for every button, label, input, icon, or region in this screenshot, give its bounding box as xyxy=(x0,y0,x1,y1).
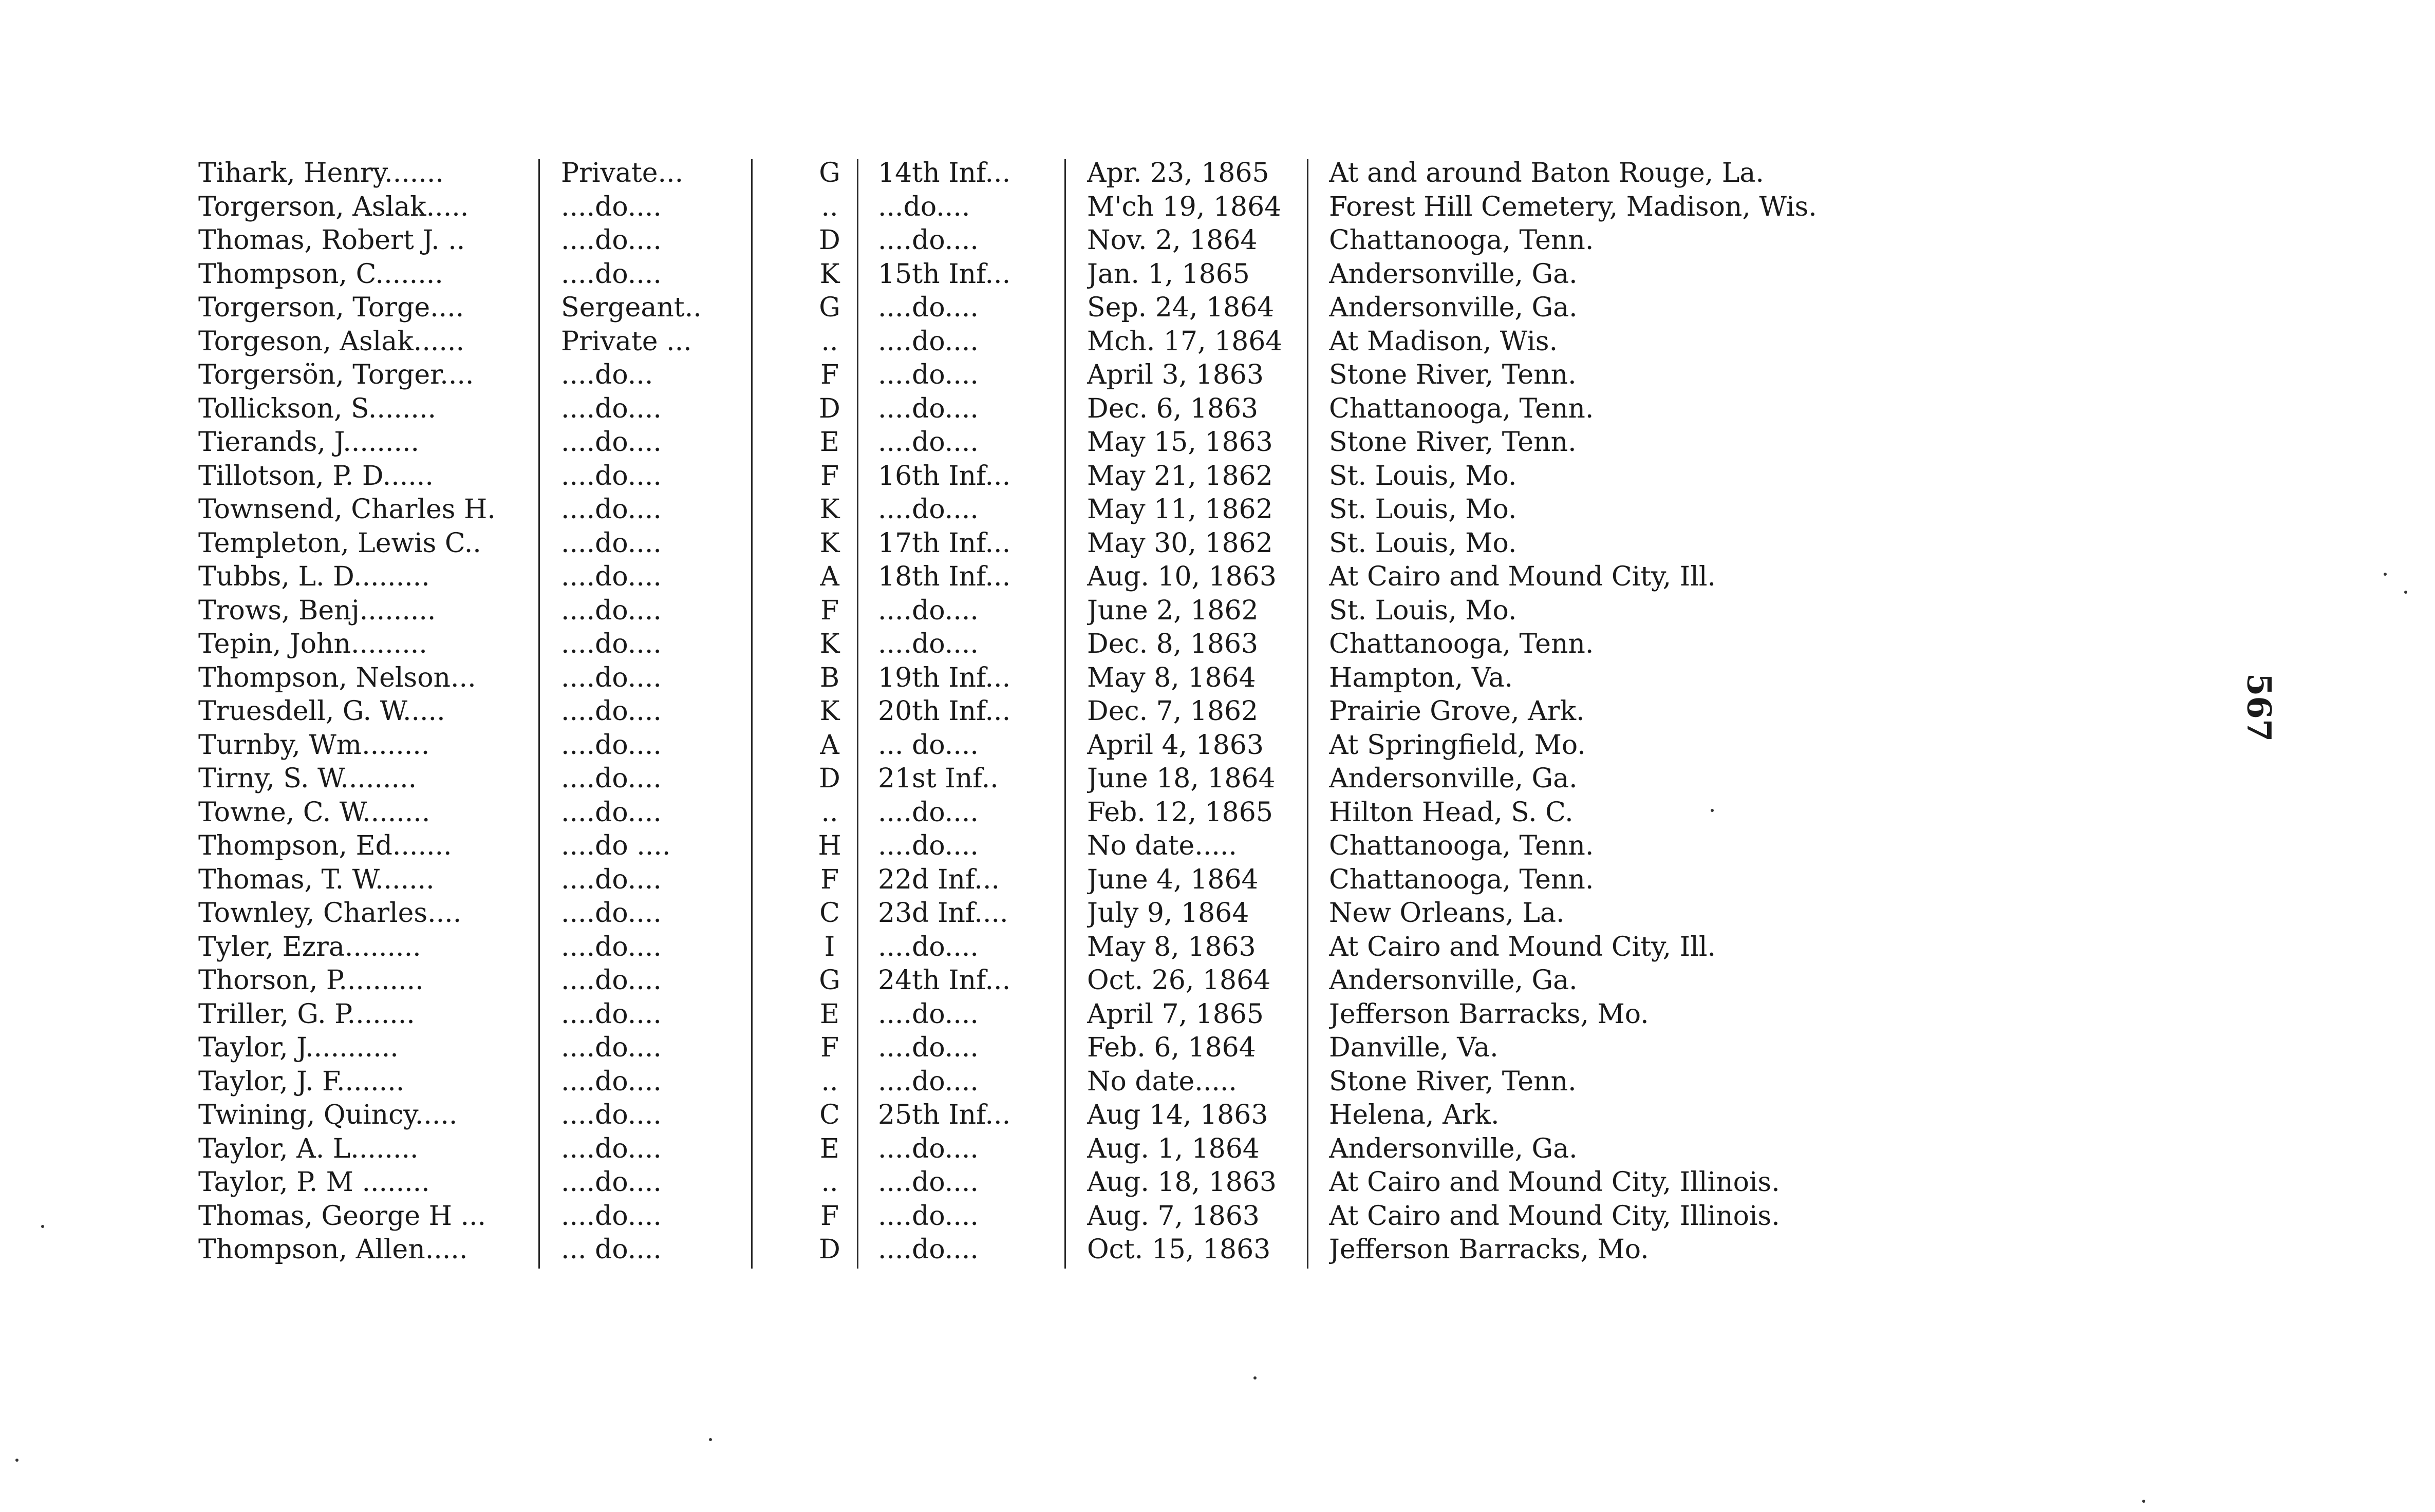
company-cell: C xyxy=(819,898,840,929)
soldier-name: Torgerson, Aslak..... xyxy=(198,191,469,222)
regiment-cell: ....do.... xyxy=(878,427,979,458)
company-cell: B xyxy=(819,662,840,693)
soldier-name: Taylor, J. F........ xyxy=(198,1066,405,1097)
company-cell: K xyxy=(819,494,840,525)
print-speck xyxy=(41,1225,44,1228)
print-speck xyxy=(2384,573,2387,576)
place-of-burial-cell: Chattanooga, Tenn. xyxy=(1329,830,1594,861)
regiment-cell: ... do.... xyxy=(878,729,979,761)
regiment-cell: ....do.... xyxy=(878,1133,979,1164)
soldier-name: Thompson, C........ xyxy=(198,258,443,290)
regiment-cell: 22d Inf... xyxy=(878,864,1000,895)
rank-cell: ....do.... xyxy=(561,595,662,626)
table-row xyxy=(198,460,1924,494)
rank-cell: ....do.... xyxy=(561,1066,662,1097)
place-of-burial-cell: At Cairo and Mound City, Illinois. xyxy=(1329,1167,1780,1198)
company-cell: D xyxy=(819,763,840,794)
rank-cell: ....do.... xyxy=(561,427,662,458)
date-of-death-cell: Oct. 15, 1863 xyxy=(1087,1234,1271,1265)
rank-cell: ....do.... xyxy=(561,561,662,592)
date-of-death-cell: May 8, 1864 xyxy=(1087,662,1256,693)
date-of-death-cell: No date..... xyxy=(1087,1066,1237,1097)
rank-cell: ....do.... xyxy=(561,965,662,996)
soldier-name: Trows, Benj......... xyxy=(198,595,436,626)
rank-cell: ....do... xyxy=(561,360,653,390)
soldier-name: Templeton, Lewis C.. xyxy=(198,527,481,559)
print-speck xyxy=(2404,591,2407,594)
table-row xyxy=(198,796,1924,830)
table-row xyxy=(198,729,1924,763)
rank-cell: ....do.... xyxy=(561,494,662,525)
date-of-death-cell: Dec. 7, 1862 xyxy=(1087,696,1259,727)
place-of-burial-cell: At Cairo and Mound City, Ill. xyxy=(1329,561,1716,592)
soldier-name: Townsend, Charles H. xyxy=(198,494,496,525)
date-of-death-cell: Dec. 6, 1863 xyxy=(1087,393,1259,424)
date-of-death-cell: Aug 14, 1863 xyxy=(1087,1100,1268,1130)
table-row xyxy=(198,493,1924,527)
date-of-death-cell: Dec. 8, 1863 xyxy=(1087,629,1259,659)
rank-cell: ....do .... xyxy=(561,830,671,861)
company-cell: .. xyxy=(821,1066,838,1097)
regiment-cell: 24th Inf... xyxy=(878,965,1011,996)
soldier-name: Thomas, Robert J. .. xyxy=(198,225,465,256)
company-cell: F xyxy=(820,1200,839,1232)
rank-cell: ....do.... xyxy=(561,931,662,962)
soldier-name: Tollickson, S........ xyxy=(198,393,437,424)
date-of-death-cell: Oct. 26, 1864 xyxy=(1087,965,1271,996)
place-of-burial-cell: St. Louis, Mo. xyxy=(1329,494,1517,525)
table-row xyxy=(198,560,1924,594)
place-of-burial-cell: At Cairo and Mound City, Illinois. xyxy=(1329,1200,1780,1232)
table-row xyxy=(198,998,1924,1032)
regiment-cell: 23d Inf.... xyxy=(878,898,1008,929)
table-row xyxy=(198,1031,1924,1065)
place-of-burial-cell: St. Louis, Mo. xyxy=(1329,527,1517,559)
soldier-name: Tihark, Henry....... xyxy=(198,158,444,188)
soldier-name: Tirny, S. W......... xyxy=(198,763,417,794)
company-cell: K xyxy=(819,696,840,727)
table-row xyxy=(198,426,1924,460)
regiment-cell: 18th Inf... xyxy=(878,561,1011,592)
regiment-cell: ....do.... xyxy=(878,225,979,256)
rank-cell: ....do.... xyxy=(561,460,662,492)
company-cell: G xyxy=(819,965,840,996)
place-of-burial-cell: At Madison, Wis. xyxy=(1329,326,1558,357)
date-of-death-cell: Apr. 23, 1865 xyxy=(1087,158,1269,188)
table-row xyxy=(198,628,1924,662)
company-cell: .. xyxy=(821,326,838,357)
company-cell: K xyxy=(819,629,840,659)
place-of-burial-cell: St. Louis, Mo. xyxy=(1329,460,1517,492)
place-of-burial-cell: Forest Hill Cemetery, Madison, Wis. xyxy=(1329,191,1817,222)
date-of-death-cell: June 2, 1862 xyxy=(1087,595,1259,626)
rank-cell: ....do.... xyxy=(561,191,662,222)
company-cell: K xyxy=(819,258,840,290)
place-of-burial-cell: Chattanooga, Tenn. xyxy=(1329,864,1594,895)
burial-roster-table xyxy=(198,157,1924,1267)
regiment-cell: ....do.... xyxy=(878,1234,979,1265)
page-number: 567 xyxy=(2239,673,2278,742)
place-of-burial-cell: Hampton, Va. xyxy=(1329,662,1513,693)
place-of-burial-cell: Andersonville, Ga. xyxy=(1329,258,1578,290)
rank-cell: ....do.... xyxy=(561,898,662,929)
soldier-name: Thomas, George H ... xyxy=(198,1200,486,1232)
company-cell: D xyxy=(819,1234,840,1265)
soldier-name: Taylor, J........... xyxy=(198,1032,399,1063)
soldier-name: Tillotson, P. D...... xyxy=(198,460,434,492)
place-of-burial-cell: Chattanooga, Tenn. xyxy=(1329,629,1594,659)
company-cell: .. xyxy=(821,1167,838,1198)
table-row xyxy=(198,358,1924,392)
regiment-cell: ....do.... xyxy=(878,1066,979,1097)
table-row xyxy=(198,1200,1924,1234)
regiment-cell: ....do.... xyxy=(878,595,979,626)
rank-cell: ... do.... xyxy=(561,1234,662,1265)
table-row xyxy=(198,1233,1924,1267)
date-of-death-cell: Jan. 1, 1865 xyxy=(1087,258,1250,290)
table-row xyxy=(198,662,1924,695)
rank-cell: ....do.... xyxy=(561,729,662,761)
rank-cell: ....do.... xyxy=(561,797,662,828)
soldier-name: Triller, G. P........ xyxy=(198,998,415,1030)
place-of-burial-cell: Danville, Va. xyxy=(1329,1032,1499,1063)
company-cell: F xyxy=(820,595,839,626)
company-cell: .. xyxy=(821,797,838,828)
soldier-name: Twining, Quincy..... xyxy=(198,1100,458,1130)
table-row xyxy=(198,157,1924,191)
date-of-death-cell: May 15, 1863 xyxy=(1087,427,1273,458)
table-row xyxy=(198,258,1924,292)
table-row xyxy=(198,594,1924,628)
soldier-name: Torgersön, Torger.... xyxy=(198,360,474,390)
company-cell: D xyxy=(819,225,840,256)
regiment-cell: ....do.... xyxy=(878,1167,979,1198)
rank-cell: Private ... xyxy=(561,326,692,357)
place-of-burial-cell: Chattanooga, Tenn. xyxy=(1329,225,1594,256)
rank-cell: ....do.... xyxy=(561,998,662,1030)
table-row xyxy=(198,325,1924,359)
date-of-death-cell: No date..... xyxy=(1087,830,1237,861)
regiment-cell: ....do.... xyxy=(878,1200,979,1232)
table-row xyxy=(198,1065,1924,1099)
regiment-cell: 20th Inf... xyxy=(878,696,1011,727)
rank-cell: ....do.... xyxy=(561,1133,662,1164)
place-of-burial-cell: Andersonville, Ga. xyxy=(1329,292,1578,323)
date-of-death-cell: July 9, 1864 xyxy=(1087,898,1249,929)
table-row xyxy=(198,527,1924,561)
rank-cell: ....do.... xyxy=(561,258,662,290)
company-cell: E xyxy=(820,427,839,458)
company-cell: .. xyxy=(821,191,838,222)
company-cell: H xyxy=(818,830,841,861)
rank-cell: ....do.... xyxy=(561,1100,662,1130)
soldier-name: Thomas, T. W....... xyxy=(198,864,435,895)
soldier-name: Tierands, J......... xyxy=(198,427,420,458)
rank-cell: ....do.... xyxy=(561,527,662,559)
print-speck xyxy=(15,1459,18,1462)
date-of-death-cell: Sep. 24, 1864 xyxy=(1087,292,1275,323)
company-cell: F xyxy=(820,460,839,492)
place-of-burial-cell: Andersonville, Ga. xyxy=(1329,763,1578,794)
table-row xyxy=(198,931,1924,965)
regiment-cell: ....do.... xyxy=(878,629,979,659)
rank-cell: ....do.... xyxy=(561,763,662,794)
place-of-burial-cell: Andersonville, Ga. xyxy=(1329,1133,1578,1164)
soldier-name: Turnby, Wm........ xyxy=(198,729,430,761)
date-of-death-cell: Mch. 17, 1864 xyxy=(1087,326,1283,357)
company-cell: G xyxy=(819,292,840,323)
date-of-death-cell: May 11, 1862 xyxy=(1087,494,1273,525)
rank-cell: ....do.... xyxy=(561,1200,662,1232)
company-cell: D xyxy=(819,393,840,424)
place-of-burial-cell: Jefferson Barracks, Mo. xyxy=(1329,1234,1649,1265)
place-of-burial-cell: Stone River, Tenn. xyxy=(1329,360,1577,390)
date-of-death-cell: Feb. 12, 1865 xyxy=(1087,797,1273,828)
date-of-death-cell: M'ch 19, 1864 xyxy=(1087,191,1282,222)
place-of-burial-cell: Prairie Grove, Ark. xyxy=(1329,696,1585,727)
soldier-name: Townley, Charles.... xyxy=(198,898,462,929)
soldier-name: Towne, C. W........ xyxy=(198,797,430,828)
regiment-cell: ....do.... xyxy=(878,360,979,390)
regiment-cell: ....do.... xyxy=(878,326,979,357)
soldier-name: Thompson, Allen..... xyxy=(198,1234,468,1265)
place-of-burial-cell: Stone River, Tenn. xyxy=(1329,1066,1577,1097)
place-of-burial-cell: Helena, Ark. xyxy=(1329,1100,1500,1130)
soldier-name: Tyler, Ezra......... xyxy=(198,931,421,962)
print-speck xyxy=(709,1438,712,1441)
regiment-cell: 19th Inf... xyxy=(878,662,1011,693)
date-of-death-cell: May 21, 1862 xyxy=(1087,460,1273,492)
date-of-death-cell: May 8, 1863 xyxy=(1087,931,1256,962)
table-row xyxy=(198,863,1924,897)
regiment-cell: ....do.... xyxy=(878,931,979,962)
rank-cell: ....do.... xyxy=(561,1167,662,1198)
table-row xyxy=(198,191,1924,224)
regiment-cell: ...do.... xyxy=(878,191,970,222)
table-row xyxy=(198,762,1924,796)
place-of-burial-cell: At Springfield, Mo. xyxy=(1329,729,1586,761)
place-of-burial-cell: St. Louis, Mo. xyxy=(1329,595,1517,626)
date-of-death-cell: Aug. 18, 1863 xyxy=(1087,1167,1277,1198)
regiment-cell: ....do.... xyxy=(878,797,979,828)
table-row xyxy=(198,1099,1924,1132)
table-row xyxy=(198,1166,1924,1200)
table-row xyxy=(198,224,1924,258)
regiment-cell: 17th Inf... xyxy=(878,527,1011,559)
company-cell: E xyxy=(820,998,839,1030)
regiment-cell: ....do.... xyxy=(878,292,979,323)
table-row xyxy=(198,964,1924,998)
soldier-name: Thorson, P.......... xyxy=(198,965,424,996)
rank-cell: ....do.... xyxy=(561,696,662,727)
date-of-death-cell: Aug. 7, 1863 xyxy=(1087,1200,1260,1232)
table-row xyxy=(198,695,1924,729)
company-cell: G xyxy=(819,158,840,188)
table-row xyxy=(198,897,1924,931)
company-cell: E xyxy=(820,1133,839,1164)
soldier-name: Taylor, A. L........ xyxy=(198,1133,419,1164)
date-of-death-cell: Nov. 2, 1864 xyxy=(1087,225,1258,256)
regiment-cell: 16th Inf... xyxy=(878,460,1011,492)
print-speck xyxy=(2142,1500,2145,1503)
place-of-burial-cell: Stone River, Tenn. xyxy=(1329,427,1577,458)
regiment-cell: 21st Inf.. xyxy=(878,763,999,794)
date-of-death-cell: May 30, 1862 xyxy=(1087,527,1273,559)
company-cell: C xyxy=(819,1100,840,1130)
rank-cell: ....do.... xyxy=(561,225,662,256)
soldier-name: Taylor, P. M ........ xyxy=(198,1167,430,1198)
place-of-burial-cell: Hilton Head, S. C. xyxy=(1329,797,1574,828)
rank-cell: ....do.... xyxy=(561,1032,662,1063)
rank-cell: ....do.... xyxy=(561,629,662,659)
company-cell: A xyxy=(820,729,839,761)
rank-cell: ....do.... xyxy=(561,662,662,693)
company-cell: A xyxy=(820,561,839,592)
place-of-burial-cell: At Cairo and Mound City, Ill. xyxy=(1329,931,1716,962)
soldier-name: Thompson, Ed....... xyxy=(198,830,452,861)
place-of-burial-cell: Chattanooga, Tenn. xyxy=(1329,393,1594,424)
soldier-name: Truesdell, G. W..... xyxy=(198,696,445,727)
print-speck xyxy=(1253,1376,1257,1379)
rank-cell: Sergeant.. xyxy=(561,292,702,323)
table-row xyxy=(198,291,1924,325)
regiment-cell: 25th Inf... xyxy=(878,1100,1011,1130)
date-of-death-cell: June 18, 1864 xyxy=(1087,763,1276,794)
soldier-name: Thompson, Nelson... xyxy=(198,662,476,693)
print-speck xyxy=(1711,809,1714,812)
date-of-death-cell: April 3, 1863 xyxy=(1087,360,1264,390)
date-of-death-cell: Feb. 6, 1864 xyxy=(1087,1032,1256,1063)
regiment-cell: ....do.... xyxy=(878,998,979,1030)
soldier-name: Tepin, John......... xyxy=(198,629,427,659)
place-of-burial-cell: At and around Baton Rouge, La. xyxy=(1329,158,1764,188)
regiment-cell: 14th Inf... xyxy=(878,158,1011,188)
rank-cell: ....do.... xyxy=(561,864,662,895)
company-cell: F xyxy=(820,360,839,390)
regiment-cell: ....do.... xyxy=(878,393,979,424)
date-of-death-cell: June 4, 1864 xyxy=(1087,864,1259,895)
regiment-cell: ....do.... xyxy=(878,494,979,525)
regiment-cell: ....do.... xyxy=(878,1032,979,1063)
date-of-death-cell: Aug. 1, 1864 xyxy=(1087,1133,1260,1164)
rank-cell: ....do.... xyxy=(561,393,662,424)
place-of-burial-cell: Jefferson Barracks, Mo. xyxy=(1329,998,1649,1030)
company-cell: F xyxy=(820,1032,839,1063)
date-of-death-cell: April 4, 1863 xyxy=(1087,729,1264,761)
soldier-name: Torgeson, Aslak...... xyxy=(198,326,464,357)
company-cell: I xyxy=(824,931,835,962)
soldier-name: Tubbs, L. D......... xyxy=(198,561,430,592)
company-cell: K xyxy=(819,527,840,559)
date-of-death-cell: Aug. 10, 1863 xyxy=(1087,561,1277,592)
table-row xyxy=(198,392,1924,426)
regiment-cell: 15th Inf... xyxy=(878,258,1011,290)
place-of-burial-cell: Andersonville, Ga. xyxy=(1329,965,1578,996)
date-of-death-cell: April 7, 1865 xyxy=(1087,998,1264,1030)
table-row xyxy=(198,1132,1924,1166)
rank-cell: Private... xyxy=(561,158,684,188)
regiment-cell: ....do.... xyxy=(878,830,979,861)
company-cell: F xyxy=(820,864,839,895)
place-of-burial-cell: New Orleans, La. xyxy=(1329,898,1565,929)
soldier-name: Torgerson, Torge.... xyxy=(198,292,464,323)
table-row xyxy=(198,829,1924,863)
